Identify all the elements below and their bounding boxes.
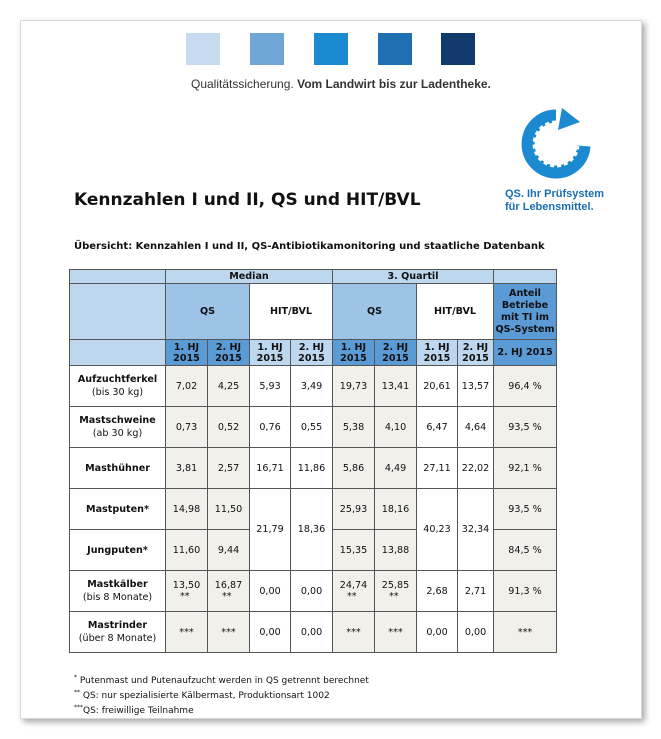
anteil-top xyxy=(494,270,557,284)
tagline-light: Qualitätssicherung. xyxy=(191,77,294,91)
row-subname: (ab 30 kg) xyxy=(92,428,143,439)
hj1-qqs: 1. HJ 2015 xyxy=(333,340,375,366)
row-name: Mastschweine xyxy=(79,415,156,426)
cell-note: ** xyxy=(222,591,232,602)
brand-square-3 xyxy=(314,33,348,65)
table-cell: 18,16 xyxy=(375,489,417,530)
table-cell: 19,73 xyxy=(333,366,375,407)
footnote-text: QS: nur spezialisierte Kälbermast, Produktionsart 1002 xyxy=(80,691,330,701)
table-cell: 25,93 xyxy=(333,489,375,530)
table-row xyxy=(70,489,557,530)
table-cell: 92,1 % xyxy=(494,448,557,489)
brand-square-2 xyxy=(250,33,284,65)
footnote-mark: *** xyxy=(74,704,83,711)
table-cell: *** xyxy=(166,612,208,653)
brand-square-1 xyxy=(186,33,220,65)
table-row xyxy=(70,407,557,448)
logo-line-2: für Lebensmittel. xyxy=(505,201,594,213)
table-cell: 3,81 xyxy=(166,448,208,489)
table-cell: 4,64 xyxy=(458,407,494,448)
table-cell: 0,00 xyxy=(458,612,494,653)
cell-note: ** xyxy=(389,591,399,602)
table-cell: *** xyxy=(494,612,557,653)
table-cell: 4,49 xyxy=(375,448,417,489)
table-cell: 4,10 xyxy=(375,407,417,448)
row-label xyxy=(70,571,166,612)
row-subname: (über 8 Monate) xyxy=(78,633,157,644)
footnote-text: Putenmast und Putenaufzucht werden in QS getrennt berechnet xyxy=(77,676,369,686)
table-cell xyxy=(166,571,208,612)
row-name: Mastkälber xyxy=(87,579,148,590)
table-cell: 0,00 xyxy=(291,571,333,612)
table-cell: 11,86 xyxy=(291,448,333,489)
tagline-bold: Vom Landwirt bis zur Ladentheke. xyxy=(297,77,491,91)
group-median: Median xyxy=(166,270,333,284)
table-row xyxy=(70,612,557,653)
table-cell: 27,11 xyxy=(417,448,458,489)
hj1-mqs: 1. HJ 2015 xyxy=(166,340,208,366)
kennzahlen-table xyxy=(69,269,557,653)
hj2-mqs: 2. HJ 2015 xyxy=(208,340,250,366)
row-label xyxy=(70,530,166,571)
row-name: Mastrinder xyxy=(87,620,148,631)
footnote xyxy=(74,672,369,687)
table-cell: 7,02 xyxy=(166,366,208,407)
cell-value: 16,87 xyxy=(214,580,243,591)
cell-value: 24,74 xyxy=(339,580,368,591)
anteil-header: Anteil Betriebe mit TI im QS-System xyxy=(494,284,557,340)
table-cell: 15,35 xyxy=(333,530,375,571)
table-cell: 5,86 xyxy=(333,448,375,489)
table-cell: 13,57 xyxy=(458,366,494,407)
quartil-hit: HIT/BVL xyxy=(417,284,494,340)
header-blank-2 xyxy=(70,340,166,366)
table-subtitle: Übersicht: Kennzahlen I und II, QS-Antibiotikamonitoring und staatliche Datenbank xyxy=(74,241,545,252)
cell-value: 25,85 xyxy=(381,580,410,591)
puten-merged-cell: 40,23 xyxy=(417,489,458,571)
row-subname: (bis 8 Monate) xyxy=(82,592,153,603)
hj1-qhit: 1. HJ 2015 xyxy=(417,340,458,366)
hj2-qqs: 2. HJ 2015 xyxy=(375,340,417,366)
footnotes xyxy=(74,672,369,717)
table-cell: 0,55 xyxy=(291,407,333,448)
table-cell: 11,60 xyxy=(166,530,208,571)
table-cell: 0,00 xyxy=(250,612,291,653)
table-cell: 0,00 xyxy=(417,612,458,653)
table-cell: 84,5 % xyxy=(494,530,557,571)
puten-merged-cell: 32,34 xyxy=(458,489,494,571)
table-cell: 0,73 xyxy=(166,407,208,448)
hj2-anteil: 2. HJ 2015 xyxy=(494,340,557,366)
table-cell: 5,38 xyxy=(333,407,375,448)
median-hit: HIT/BVL xyxy=(250,284,333,340)
brand-square-4 xyxy=(378,33,412,65)
table-cell: 6,47 xyxy=(417,407,458,448)
table-cell: 2,57 xyxy=(208,448,250,489)
footnote xyxy=(74,702,369,717)
table-cell: 4,25 xyxy=(208,366,250,407)
row-label xyxy=(70,407,166,448)
hj2-mhit: 2. HJ 2015 xyxy=(291,340,333,366)
table-cell: 0,52 xyxy=(208,407,250,448)
table-cell: 91,3 % xyxy=(494,571,557,612)
table-cell: 96,4 % xyxy=(494,366,557,407)
table-cell xyxy=(375,571,417,612)
table-cell: 93,5 % xyxy=(494,489,557,530)
table-row xyxy=(70,366,557,407)
row-label xyxy=(70,448,166,489)
footnote-mark: * xyxy=(74,674,77,681)
table-row xyxy=(70,448,557,489)
footnote-text: QS: freiwillige Teilnahme xyxy=(83,706,194,716)
hj2-qhit: 2. HJ 2015 xyxy=(458,340,494,366)
group-quartil: 3. Quartil xyxy=(333,270,494,284)
table-cell: 13,41 xyxy=(375,366,417,407)
table-cell: *** xyxy=(333,612,375,653)
row-label xyxy=(70,366,166,407)
puten-merged-cell: 21,79 xyxy=(250,489,291,571)
table-cell: *** xyxy=(208,612,250,653)
table-cell: 11,50 xyxy=(208,489,250,530)
logo-line-1: QS. Ihr Prüfsystem xyxy=(505,188,605,200)
row-subname: (bis 30 kg) xyxy=(91,387,144,398)
quartil-qs: QS xyxy=(333,284,417,340)
table-cell: 5,93 xyxy=(250,366,291,407)
table-cell xyxy=(208,571,250,612)
table-cell: 22,02 xyxy=(458,448,494,489)
table-cell: 2,68 xyxy=(417,571,458,612)
table-cell: 13,88 xyxy=(375,530,417,571)
cell-value: 13,50 xyxy=(172,580,201,591)
table-cell: 14,98 xyxy=(166,489,208,530)
logo-text xyxy=(505,188,615,214)
puten-merged-cell: 18,36 xyxy=(291,489,333,571)
row-label xyxy=(70,489,166,530)
cell-note: ** xyxy=(180,591,190,602)
row-name: Jungputen* xyxy=(87,544,148,556)
footnote-mark: ** xyxy=(74,689,80,696)
table-cell: 9,44 xyxy=(208,530,250,571)
median-qs: QS xyxy=(166,284,250,340)
row-name: Masthühner xyxy=(85,462,150,474)
table-cell: 20,61 xyxy=(417,366,458,407)
cell-note: ** xyxy=(347,591,357,602)
tagline xyxy=(191,77,491,91)
row-label xyxy=(70,612,166,653)
corner-cell xyxy=(70,270,166,284)
table-row xyxy=(70,571,557,612)
header-blank xyxy=(70,284,166,340)
table-cell: *** xyxy=(375,612,417,653)
table-cell: 0,76 xyxy=(250,407,291,448)
table-cell: 0,00 xyxy=(250,571,291,612)
table-cell: 3,49 xyxy=(291,366,333,407)
hj1-mhit: 1. HJ 2015 xyxy=(250,340,291,366)
footnote xyxy=(74,687,369,702)
table-cell: 16,71 xyxy=(250,448,291,489)
table-cell: 2,71 xyxy=(458,571,494,612)
table-cell: 93,5 % xyxy=(494,407,557,448)
row-name: Mastputen* xyxy=(86,503,149,515)
page-title: Kennzahlen I und II, QS und HIT/BVL xyxy=(74,190,421,210)
row-name: Aufzuchtferkel xyxy=(77,374,158,385)
table-cell xyxy=(333,571,375,612)
table-cell: 0,00 xyxy=(291,612,333,653)
table-body xyxy=(70,366,557,653)
qs-logo-icon xyxy=(518,106,594,186)
brand-square-5 xyxy=(441,33,475,65)
